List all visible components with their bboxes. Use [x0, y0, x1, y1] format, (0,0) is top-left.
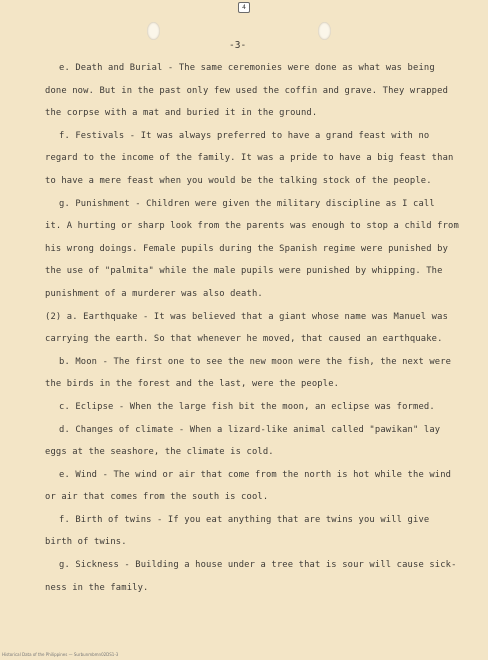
text-line: done now. But in the past only few used the coffin and grave. They wrapped	[45, 85, 449, 96]
text-line: the corpse with a mat and buried it in the ground.	[45, 108, 318, 119]
text-line: b. Moon - The first one to see the new moon were the fish, the next were	[59, 356, 452, 367]
text-line: carrying the earth. So that whenever he moved, that caused an earthquake.	[45, 334, 443, 345]
text-line: f. Birth of twins - If you eat anything that are twins you will give	[59, 514, 430, 525]
punch-hole-right	[318, 22, 331, 40]
page-number: -3-	[229, 40, 247, 51]
punch-hole-left	[147, 22, 160, 40]
document-body	[45, 57, 475, 599]
footer-caption: Historical Data of the Philippines — Surbunmbmn02DS1-3	[2, 652, 119, 657]
text-line: the birds in the forest and the last, were the people.	[45, 379, 340, 390]
page-marker-badge: 4	[238, 2, 250, 13]
text-line: e. Death and Burial - The same ceremonies were done as what was being	[59, 63, 435, 73]
text-line: g. Punishment - Children were given the military discipline as I call	[59, 198, 435, 209]
text-line: his wrong doings. Female pupils during the Spanish regime were punished by	[45, 243, 449, 254]
text-line: the use of "palmita" while the male pupils were punished by whipping. The	[45, 266, 443, 277]
text-line: d. Changes of climate - When a lizard-like animal called "pawikan" lay	[59, 424, 441, 435]
text-line: to have a mere feast when you would be the talking stock of the people.	[45, 175, 432, 186]
text-line: regard to the income of the family. It was a pride to have a big feast than	[45, 153, 454, 164]
text-line: g. Sickness - Building a house under a tree that is sour will cause sick-	[59, 560, 457, 571]
text-line: ness in the family.	[45, 582, 149, 593]
text-line: e. Wind - The wind or air that come from the north is hot while the wind	[59, 469, 452, 480]
text-line: c. Eclipse - When the large fish bit the moon, an eclipse was formed.	[59, 401, 435, 412]
text-line: birth of twins.	[45, 537, 127, 548]
text-line: eggs at the seashore, the climate is cold.	[45, 447, 274, 458]
text-line: punishment of a murderer was also death.	[45, 288, 263, 299]
text-line: f. Festivals - It was always preferred to have a grand feast with no	[59, 130, 430, 141]
text-line: it. A hurting or sharp look from the parents was enough to stop a child from	[45, 221, 459, 232]
text-line: (2) a. Earthquake - It was believed that a giant whose name was Manuel was	[45, 311, 449, 322]
text-line: or air that comes from the south is cool.	[45, 492, 269, 503]
